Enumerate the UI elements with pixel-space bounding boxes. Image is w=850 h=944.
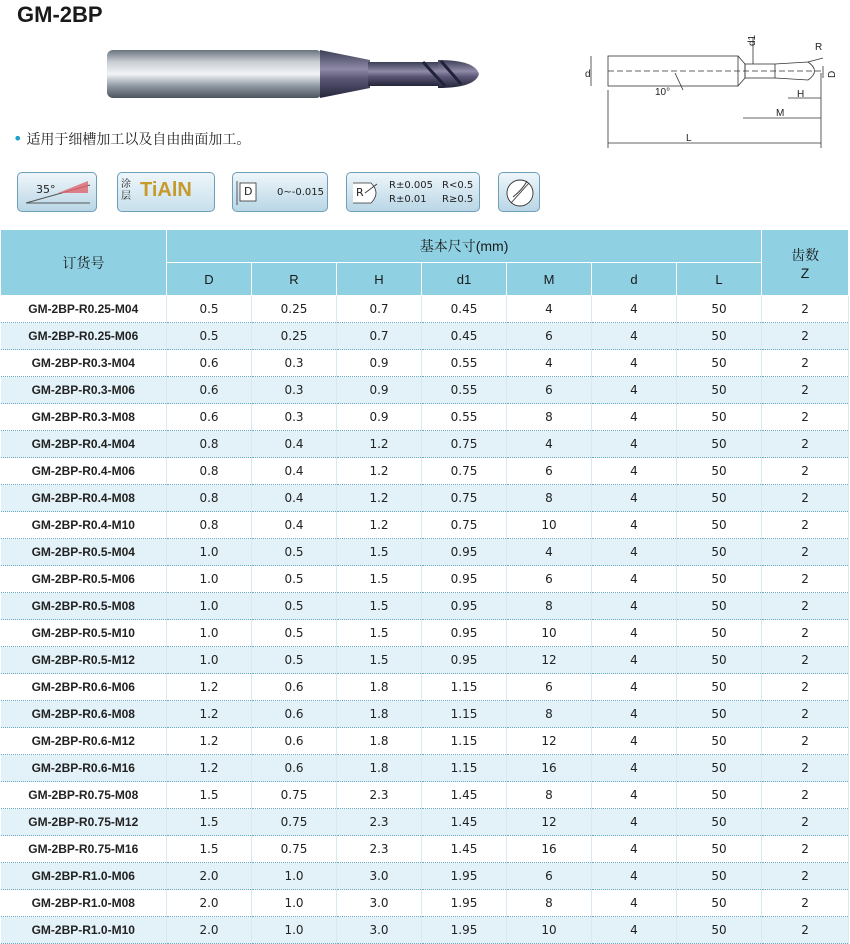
- col-d: d: [592, 263, 677, 296]
- table-cell: 0.6: [252, 674, 337, 701]
- table-row: [1, 782, 849, 809]
- table-row: [1, 863, 849, 890]
- table-cell: 50: [677, 674, 762, 701]
- table-row: [1, 917, 849, 944]
- table-cell: 2: [762, 431, 849, 458]
- table-cell: 8: [507, 701, 592, 728]
- table-cell: 1.15: [422, 755, 507, 782]
- table-cell: 1.2: [337, 512, 422, 539]
- table-cell: 0.95: [422, 593, 507, 620]
- table-cell: 2: [762, 620, 849, 647]
- table-cell: 1.15: [422, 674, 507, 701]
- label-m: M: [776, 108, 785, 119]
- table-cell: 4: [592, 809, 677, 836]
- table-cell: 50: [677, 755, 762, 782]
- helix-icon: [18, 173, 98, 213]
- table-cell: 12: [507, 647, 592, 674]
- table-cell: 2: [762, 458, 849, 485]
- table-cell: 8: [507, 485, 592, 512]
- table-cell: 2: [762, 809, 849, 836]
- order-number-cell: GM-2BP-R0.3-M06: [1, 377, 167, 404]
- table-cell: 0.55: [422, 377, 507, 404]
- table-cell: 0.6: [167, 350, 252, 377]
- col-teeth-label: 齿数: [791, 246, 820, 263]
- table-cell: 50: [677, 431, 762, 458]
- table-row: [1, 431, 849, 458]
- table-row: [1, 890, 849, 917]
- table-row: [1, 566, 849, 593]
- table-cell: 0.95: [422, 539, 507, 566]
- order-number-cell: GM-2BP-R0.6-M12: [1, 728, 167, 755]
- order-number-cell: GM-2BP-R0.6-M08: [1, 701, 167, 728]
- coating-badge: [117, 172, 215, 212]
- table-cell: 0.6: [167, 404, 252, 431]
- order-number-cell: GM-2BP-R0.5-M06: [1, 566, 167, 593]
- table-cell: 0.3: [252, 377, 337, 404]
- table-cell: 4: [507, 350, 592, 377]
- table-cell: 0.95: [422, 647, 507, 674]
- table-cell: 1.45: [422, 836, 507, 863]
- col-order-number: 订货号: [1, 230, 167, 296]
- radius-tolerance-badge: [346, 172, 480, 212]
- table-cell: 1.15: [422, 728, 507, 755]
- table-cell: 4: [592, 674, 677, 701]
- table-row: [1, 323, 849, 350]
- table-row: [1, 296, 849, 323]
- table-cell: 1.8: [337, 728, 422, 755]
- ball-nose-badge: [498, 172, 540, 212]
- order-number-cell: GM-2BP-R0.4-M04: [1, 431, 167, 458]
- table-cell: 0.45: [422, 323, 507, 350]
- table-cell: 0.5: [167, 323, 252, 350]
- table-cell: 2: [762, 512, 849, 539]
- order-number-cell: GM-2BP-R1.0-M10: [1, 917, 167, 944]
- table-cell: 8: [507, 404, 592, 431]
- order-number-cell: GM-2BP-R0.6-M16: [1, 755, 167, 782]
- table-cell: 0.5: [252, 647, 337, 674]
- table-cell: 2: [762, 377, 849, 404]
- label-big-d: D: [827, 70, 838, 78]
- order-number-cell: GM-2BP-R0.75-M16: [1, 836, 167, 863]
- table-cell: 50: [677, 728, 762, 755]
- table-cell: 3.0: [337, 890, 422, 917]
- r-range-1: R<0.5: [442, 180, 474, 191]
- table-cell: 1.0: [252, 890, 337, 917]
- feature-line: [13, 129, 250, 149]
- col-m: M: [507, 263, 592, 296]
- table-cell: 0.5: [252, 539, 337, 566]
- table-cell: 2: [762, 350, 849, 377]
- table-cell: 2: [762, 404, 849, 431]
- table-cell: 0.7: [337, 323, 422, 350]
- table-cell: 2: [762, 647, 849, 674]
- order-number-cell: GM-2BP-R0.25-M04: [1, 296, 167, 323]
- col-l: L: [677, 263, 762, 296]
- table-cell: 4: [592, 404, 677, 431]
- table-cell: 0.5: [252, 620, 337, 647]
- r-tolerance-1: R±0.005: [389, 180, 433, 191]
- table-cell: 50: [677, 485, 762, 512]
- table-cell: 50: [677, 350, 762, 377]
- table-row: [1, 809, 849, 836]
- table-row: [1, 485, 849, 512]
- table-cell: 6: [507, 674, 592, 701]
- table-cell: 8: [507, 782, 592, 809]
- table-cell: 0.4: [252, 431, 337, 458]
- table-cell: 0.9: [337, 377, 422, 404]
- table-cell: 0.5: [167, 296, 252, 323]
- table-cell: 0.9: [337, 350, 422, 377]
- coating-name: TiAlN: [140, 179, 192, 201]
- table-cell: 1.5: [337, 620, 422, 647]
- table-cell: 0.3: [252, 404, 337, 431]
- col-teeth: [762, 230, 849, 296]
- table-cell: 1.2: [167, 701, 252, 728]
- table-cell: 0.95: [422, 620, 507, 647]
- table-cell: 1.2: [167, 674, 252, 701]
- r-range-2: R≥0.5: [442, 194, 474, 205]
- table-cell: 50: [677, 512, 762, 539]
- table-cell: 50: [677, 296, 762, 323]
- table-cell: 2: [762, 863, 849, 890]
- table-cell: 1.5: [167, 782, 252, 809]
- table-cell: 0.4: [252, 458, 337, 485]
- table-cell: 4: [592, 782, 677, 809]
- dimension-drawing: [583, 28, 845, 155]
- order-number-cell: GM-2BP-R0.5-M12: [1, 647, 167, 674]
- table-cell: 1.2: [167, 728, 252, 755]
- table-cell: 50: [677, 836, 762, 863]
- table-cell: 50: [677, 377, 762, 404]
- table-cell: 8: [507, 890, 592, 917]
- order-number-cell: GM-2BP-R1.0-M06: [1, 863, 167, 890]
- table-cell: 50: [677, 863, 762, 890]
- table-cell: 1.5: [337, 539, 422, 566]
- order-number-cell: GM-2BP-R0.75-M08: [1, 782, 167, 809]
- table-cell: 2.0: [167, 890, 252, 917]
- order-number-cell: GM-2BP-R0.4-M10: [1, 512, 167, 539]
- table-cell: 0.25: [252, 323, 337, 350]
- order-number-cell: GM-2BP-R0.5-M10: [1, 620, 167, 647]
- table-cell: 2.0: [167, 917, 252, 944]
- table-row: [1, 377, 849, 404]
- table-cell: 1.5: [167, 809, 252, 836]
- table-cell: 2: [762, 917, 849, 944]
- label-d1: d1: [747, 34, 758, 46]
- label-l: L: [686, 133, 692, 144]
- table-row: [1, 539, 849, 566]
- table-cell: 1.95: [422, 890, 507, 917]
- table-cell: 0.6: [167, 377, 252, 404]
- table-row: [1, 620, 849, 647]
- table-cell: 4: [592, 863, 677, 890]
- table-cell: 1.2: [337, 431, 422, 458]
- table-cell: 2: [762, 755, 849, 782]
- table-cell: 4: [507, 431, 592, 458]
- table-cell: 1.0: [252, 917, 337, 944]
- table-cell: 4: [592, 377, 677, 404]
- table-cell: 50: [677, 647, 762, 674]
- end-mill-image: [105, 46, 485, 102]
- table-cell: 4: [592, 620, 677, 647]
- diameter-icon: [233, 173, 273, 213]
- col-h: H: [337, 263, 422, 296]
- table-cell: 1.0: [167, 593, 252, 620]
- table-cell: 4: [592, 350, 677, 377]
- table-cell: 0.55: [422, 404, 507, 431]
- table-cell: 2: [762, 323, 849, 350]
- table-cell: 0.75: [252, 782, 337, 809]
- d-symbol: D: [244, 185, 253, 198]
- label-d: d: [585, 69, 591, 80]
- table-cell: 2: [762, 728, 849, 755]
- table-cell: 2: [762, 674, 849, 701]
- table-cell: 0.4: [252, 485, 337, 512]
- table-cell: 50: [677, 701, 762, 728]
- order-number-cell: GM-2BP-R0.6-M06: [1, 674, 167, 701]
- table-cell: 50: [677, 404, 762, 431]
- col-r: R: [252, 263, 337, 296]
- table-cell: 6: [507, 566, 592, 593]
- table-cell: 1.8: [337, 701, 422, 728]
- order-number-cell: GM-2BP-R0.5-M08: [1, 593, 167, 620]
- table-cell: 0.75: [422, 431, 507, 458]
- bullet-icon: •: [13, 129, 23, 148]
- table-cell: 2.3: [337, 836, 422, 863]
- table-cell: 1.0: [167, 647, 252, 674]
- table-cell: 50: [677, 458, 762, 485]
- r-tolerance-2: R±0.01: [389, 194, 427, 205]
- table-cell: 1.8: [337, 674, 422, 701]
- table-cell: 50: [677, 890, 762, 917]
- ball-nose-icon: [499, 173, 541, 213]
- table-cell: 6: [507, 323, 592, 350]
- table-cell: 1.2: [337, 458, 422, 485]
- table-cell: 4: [592, 431, 677, 458]
- table-cell: 1.0: [252, 863, 337, 890]
- table-row: [1, 755, 849, 782]
- table-cell: 2: [762, 836, 849, 863]
- table-cell: 1.2: [167, 755, 252, 782]
- table-cell: 4: [507, 539, 592, 566]
- table-cell: 2.3: [337, 809, 422, 836]
- spec-table: [0, 229, 849, 944]
- table-cell: 16: [507, 755, 592, 782]
- order-number-cell: GM-2BP-R0.25-M06: [1, 323, 167, 350]
- table-cell: 4: [592, 296, 677, 323]
- table-row: [1, 350, 849, 377]
- order-number-cell: GM-2BP-R0.75-M12: [1, 809, 167, 836]
- order-number-cell: GM-2BP-R0.4-M08: [1, 485, 167, 512]
- table-cell: 1.2: [337, 485, 422, 512]
- table-cell: 1.5: [337, 593, 422, 620]
- table-cell: 2: [762, 593, 849, 620]
- table-cell: 2.3: [337, 782, 422, 809]
- table-cell: 1.0: [167, 539, 252, 566]
- table-cell: 10: [507, 917, 592, 944]
- table-cell: 4: [592, 701, 677, 728]
- table-cell: 4: [592, 539, 677, 566]
- table-cell: 0.75: [422, 485, 507, 512]
- table-row: [1, 647, 849, 674]
- table-cell: 4: [507, 296, 592, 323]
- table-cell: 0.8: [167, 485, 252, 512]
- table-cell: 4: [592, 458, 677, 485]
- order-number-cell: GM-2BP-R0.5-M04: [1, 539, 167, 566]
- table-row: [1, 728, 849, 755]
- diameter-tolerance-badge: [232, 172, 328, 212]
- spec-table-body: [1, 296, 849, 944]
- table-cell: 1.8: [337, 755, 422, 782]
- col-d-big: D: [167, 263, 252, 296]
- table-cell: 0.75: [422, 512, 507, 539]
- table-cell: 50: [677, 809, 762, 836]
- table-cell: 0.8: [167, 512, 252, 539]
- order-number-cell: GM-2BP-R0.4-M06: [1, 458, 167, 485]
- table-cell: 1.5: [337, 566, 422, 593]
- col-d1: d1: [422, 263, 507, 296]
- table-row: [1, 458, 849, 485]
- order-number-cell: GM-2BP-R1.0-M08: [1, 890, 167, 917]
- table-cell: 0.8: [167, 458, 252, 485]
- table-cell: 0.95: [422, 566, 507, 593]
- table-cell: 2: [762, 701, 849, 728]
- table-cell: 50: [677, 539, 762, 566]
- table-cell: 0.6: [252, 701, 337, 728]
- d-tolerance: 0~-0.015: [277, 187, 324, 198]
- table-cell: 0.75: [252, 809, 337, 836]
- table-cell: 1.0: [167, 566, 252, 593]
- table-row: [1, 404, 849, 431]
- label-r: R: [815, 42, 823, 53]
- table-row: [1, 512, 849, 539]
- table-cell: 0.55: [422, 350, 507, 377]
- table-cell: 0.3: [252, 350, 337, 377]
- table-cell: 2: [762, 782, 849, 809]
- table-cell: 1.95: [422, 917, 507, 944]
- table-cell: 50: [677, 323, 762, 350]
- table-cell: 2: [762, 485, 849, 512]
- page-title: GM-2BP: [17, 2, 103, 27]
- table-cell: 6: [507, 458, 592, 485]
- table-row: [1, 674, 849, 701]
- table-cell: 0.75: [252, 836, 337, 863]
- table-cell: 4: [592, 512, 677, 539]
- table-cell: 2: [762, 890, 849, 917]
- table-cell: 50: [677, 782, 762, 809]
- table-row: [1, 701, 849, 728]
- table-cell: 4: [592, 728, 677, 755]
- radius-icon: [347, 173, 387, 213]
- table-row: [1, 836, 849, 863]
- table-cell: 2.0: [167, 863, 252, 890]
- table-cell: 50: [677, 620, 762, 647]
- table-cell: 0.8: [167, 431, 252, 458]
- table-cell: 4: [592, 755, 677, 782]
- table-cell: 1.45: [422, 782, 507, 809]
- table-cell: 1.95: [422, 863, 507, 890]
- table-cell: 50: [677, 566, 762, 593]
- table-cell: 50: [677, 917, 762, 944]
- table-cell: 12: [507, 809, 592, 836]
- table-cell: 2: [762, 296, 849, 323]
- order-number-cell: GM-2BP-R0.3-M04: [1, 350, 167, 377]
- table-cell: 0.45: [422, 296, 507, 323]
- table-cell: 0.5: [252, 593, 337, 620]
- table-row: [1, 593, 849, 620]
- table-cell: 2: [762, 566, 849, 593]
- table-cell: 4: [592, 917, 677, 944]
- table-cell: 4: [592, 485, 677, 512]
- col-group-dimensions: 基本尺寸(mm): [167, 230, 762, 263]
- col-teeth-sub: Z: [800, 264, 810, 281]
- table-cell: 4: [592, 836, 677, 863]
- table-cell: 1.0: [167, 620, 252, 647]
- helix-angle-value: 35°: [36, 183, 56, 196]
- table-cell: 3.0: [337, 863, 422, 890]
- table-cell: 0.75: [422, 458, 507, 485]
- table-cell: 2: [762, 539, 849, 566]
- table-cell: 0.6: [252, 755, 337, 782]
- table-cell: 50: [677, 593, 762, 620]
- spec-table-wrapper: [0, 229, 850, 944]
- table-cell: 0.7: [337, 296, 422, 323]
- table-cell: 1.5: [167, 836, 252, 863]
- table-cell: 4: [592, 890, 677, 917]
- table-cell: 4: [592, 566, 677, 593]
- order-number-cell: GM-2BP-R0.3-M08: [1, 404, 167, 431]
- feature-text: 适用于细槽加工以及自由曲面加工。: [26, 132, 251, 148]
- table-cell: 1.45: [422, 809, 507, 836]
- table-cell: 8: [507, 593, 592, 620]
- table-cell: 0.4: [252, 512, 337, 539]
- coating-label: 涂层: [121, 179, 131, 202]
- label-h: H: [797, 89, 805, 100]
- table-cell: 12: [507, 728, 592, 755]
- table-cell: 4: [592, 593, 677, 620]
- table-cell: 6: [507, 377, 592, 404]
- table-cell: 10: [507, 512, 592, 539]
- table-cell: 16: [507, 836, 592, 863]
- table-cell: 6: [507, 863, 592, 890]
- table-cell: 0.5: [252, 566, 337, 593]
- table-cell: 0.6: [252, 728, 337, 755]
- label-angle: 10°: [655, 87, 671, 98]
- table-cell: 0.9: [337, 404, 422, 431]
- table-cell: 4: [592, 323, 677, 350]
- r-symbol: R: [356, 186, 364, 199]
- table-cell: 1.15: [422, 701, 507, 728]
- table-cell: 1.5: [337, 647, 422, 674]
- table-cell: 4: [592, 647, 677, 674]
- helix-angle-badge: [17, 172, 97, 212]
- table-cell: 10: [507, 620, 592, 647]
- table-cell: 0.25: [252, 296, 337, 323]
- table-cell: 3.0: [337, 917, 422, 944]
